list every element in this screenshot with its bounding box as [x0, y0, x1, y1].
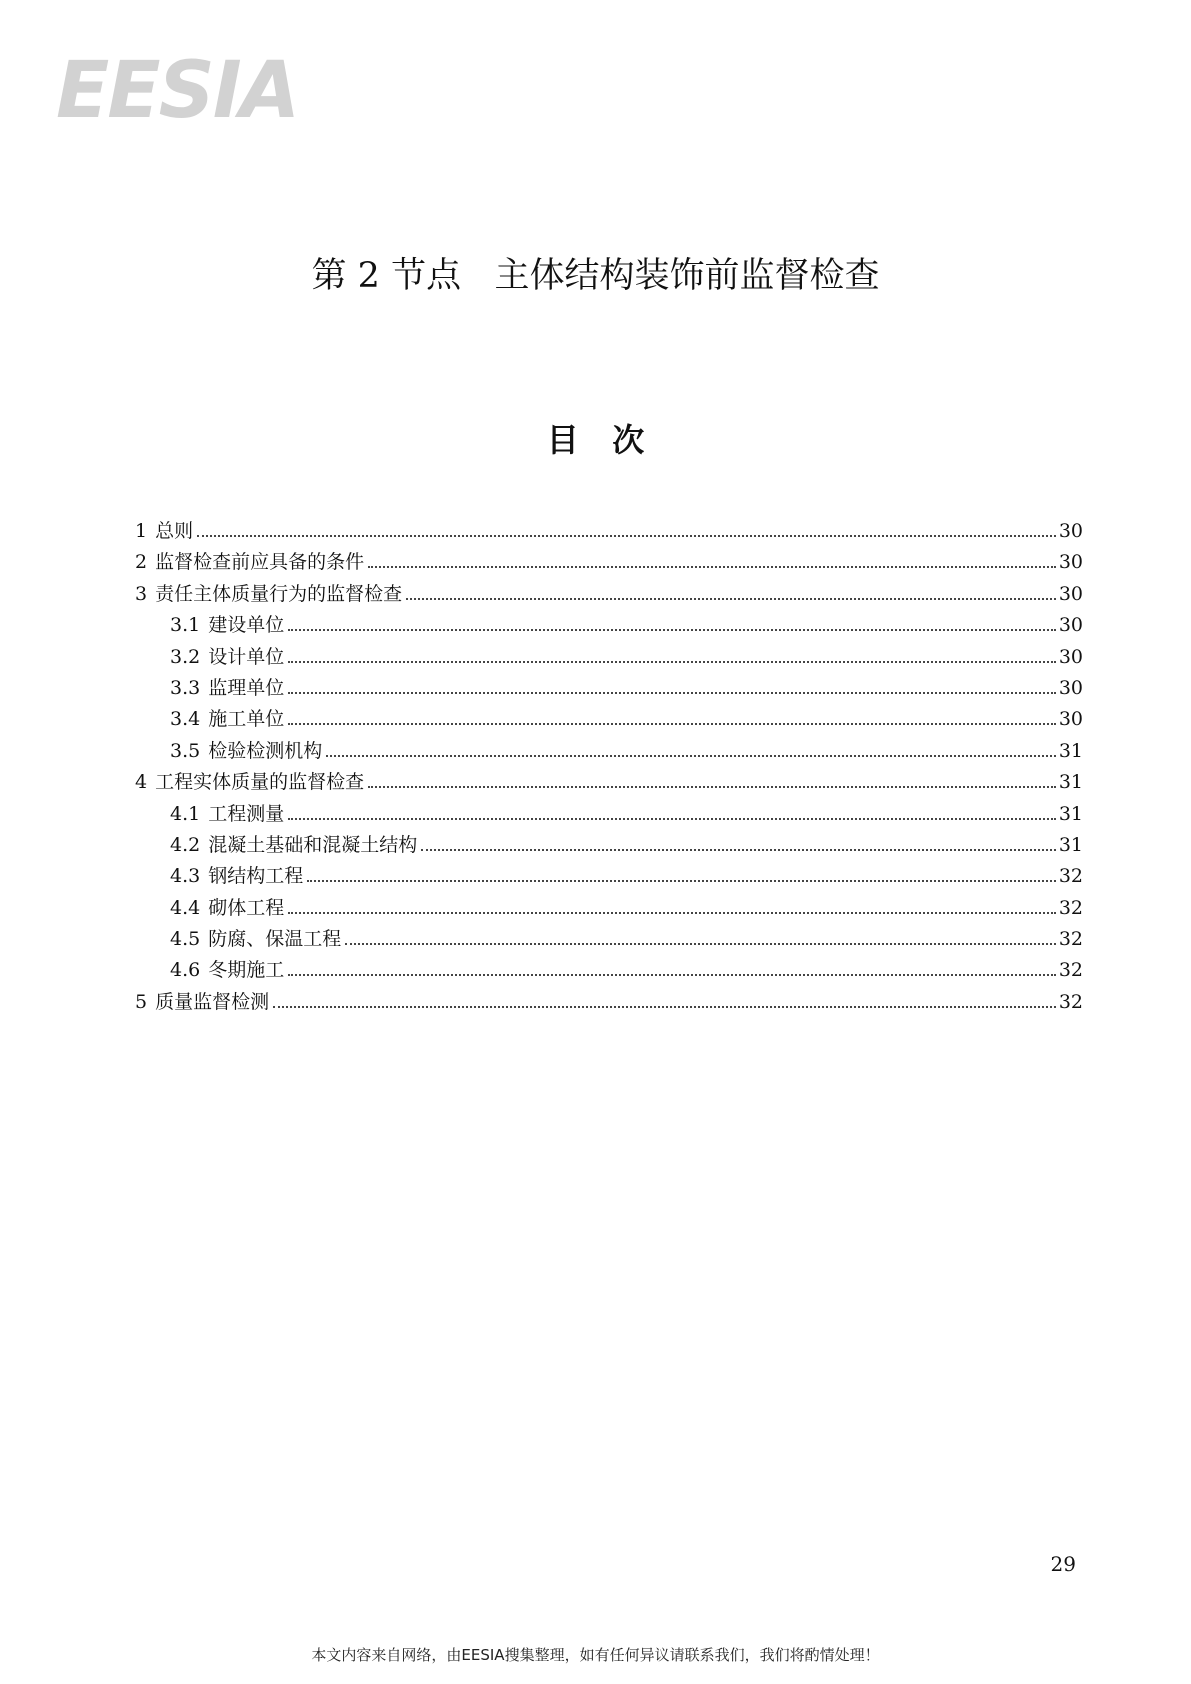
toc-entry-label: 监理单位	[208, 676, 285, 699]
toc-heading: 目 次	[546, 421, 645, 459]
toc-entry-page: 32	[1058, 865, 1083, 888]
toc-entry-page: 30	[1058, 676, 1083, 699]
toc-leader-dots	[288, 723, 1056, 725]
toc-entry-number: 5	[135, 990, 148, 1013]
toc-entry-number: 4.6	[170, 959, 201, 982]
toc-entry-page: 30	[1058, 708, 1083, 731]
toc-entry-label: 质量监督检测	[155, 990, 270, 1013]
toc-entry-page: 32	[1058, 928, 1083, 951]
toc-entry-number: 3.3	[170, 676, 201, 699]
toc-entry-label: 钢结构工程	[208, 865, 304, 888]
toc-entry-label: 监督检查前应具备的条件	[155, 551, 365, 574]
toc-entry[interactable]	[135, 924, 1083, 955]
toc-entry-number: 4.3	[170, 865, 201, 888]
toc-leader-dots	[368, 566, 1056, 568]
toc-entry-number: 4.2	[170, 833, 201, 856]
toc-entry-number: 3.1	[170, 614, 201, 637]
toc-entry-label: 防腐、保温工程	[208, 928, 342, 951]
toc-leader-dots	[273, 1006, 1056, 1008]
eesia-logo: EESIA	[56, 46, 299, 136]
toc-entry-label: 混凝土基础和混凝土结构	[208, 833, 418, 856]
toc-entry-number: 3.2	[170, 645, 201, 668]
toc-entry[interactable]	[135, 799, 1083, 830]
toc-entry-label: 工程测量	[208, 802, 285, 825]
toc-entry-page: 31	[1058, 771, 1083, 794]
toc-leader-dots	[406, 598, 1056, 600]
toc-leader-dots	[288, 661, 1056, 663]
toc-entry[interactable]	[135, 987, 1083, 1018]
toc-entry-page: 31	[1058, 833, 1083, 856]
toc-leader-dots	[326, 755, 1056, 757]
toc-entry[interactable]	[135, 516, 1083, 547]
toc-entry[interactable]	[135, 610, 1083, 641]
toc-entry-number: 3.4	[170, 708, 201, 731]
toc-leader-dots	[421, 849, 1056, 851]
toc-entry[interactable]	[135, 579, 1083, 610]
toc-entry-number: 3.5	[170, 739, 201, 762]
toc-entry[interactable]	[135, 547, 1083, 578]
toc-entry-page: 30	[1058, 520, 1083, 542]
toc-entry[interactable]	[135, 955, 1083, 986]
toc-entry-number: 4.4	[170, 896, 201, 919]
toc-leader-dots	[288, 818, 1056, 820]
toc-entry-label: 工程实体质量的监督检查	[155, 771, 365, 794]
toc-entry[interactable]	[135, 861, 1083, 892]
toc-leader-dots	[197, 535, 1056, 537]
toc-entry[interactable]	[135, 704, 1083, 735]
toc-entry[interactable]	[135, 767, 1083, 798]
toc-entry-number: 4	[135, 771, 148, 794]
toc-entry-label: 责任主体质量行为的监督检查	[155, 582, 403, 605]
toc-entry-number: 1	[135, 520, 148, 542]
toc-leader-dots	[288, 974, 1056, 976]
toc-entry[interactable]	[135, 673, 1083, 704]
toc-leader-dots	[288, 912, 1056, 914]
page-number: 29	[1050, 1552, 1076, 1576]
toc-entry-label: 总则	[155, 520, 194, 542]
toc-entry-page: 30	[1058, 645, 1083, 668]
toc-leader-dots	[368, 786, 1056, 788]
toc-leader-dots	[288, 692, 1056, 694]
toc-entry-page: 30	[1058, 551, 1083, 574]
table-of-contents	[135, 516, 1083, 1018]
toc-entry-label: 冬期施工	[208, 959, 285, 982]
toc-entry-number: 3	[135, 582, 148, 605]
footer-disclaimer: 本文内容来自网络，由EESIA搜集整理，如有任何异议请联系我们，我们将酌情处理！	[311, 1646, 880, 1664]
toc-entry-page: 32	[1058, 990, 1083, 1013]
toc-entry-page: 31	[1058, 802, 1083, 825]
toc-entry[interactable]	[135, 642, 1083, 673]
toc-entry-page: 32	[1058, 959, 1083, 982]
toc-entry-label: 建设单位	[208, 614, 285, 637]
toc-entry-label: 施工单位	[208, 708, 285, 731]
toc-entry-label: 检验检测机构	[208, 739, 323, 762]
section-title: 第 2 节点 主体结构装饰前监督检查	[311, 256, 880, 296]
toc-leader-dots	[288, 629, 1056, 631]
toc-entry-label: 砌体工程	[208, 896, 285, 919]
toc-entry-number: 2	[135, 551, 148, 574]
toc-entry-page: 31	[1058, 739, 1083, 762]
toc-leader-dots	[345, 943, 1056, 945]
toc-entry-number: 4.5	[170, 928, 201, 951]
toc-entry[interactable]	[135, 893, 1083, 924]
toc-entry-label: 设计单位	[208, 645, 285, 668]
toc-entry-page: 30	[1058, 582, 1083, 605]
toc-entry-page: 30	[1058, 614, 1083, 637]
toc-leader-dots	[307, 880, 1056, 882]
toc-entry-page: 32	[1058, 896, 1083, 919]
toc-entry-number: 4.1	[170, 802, 201, 825]
toc-entry[interactable]	[135, 736, 1083, 767]
toc-entry[interactable]	[135, 830, 1083, 861]
